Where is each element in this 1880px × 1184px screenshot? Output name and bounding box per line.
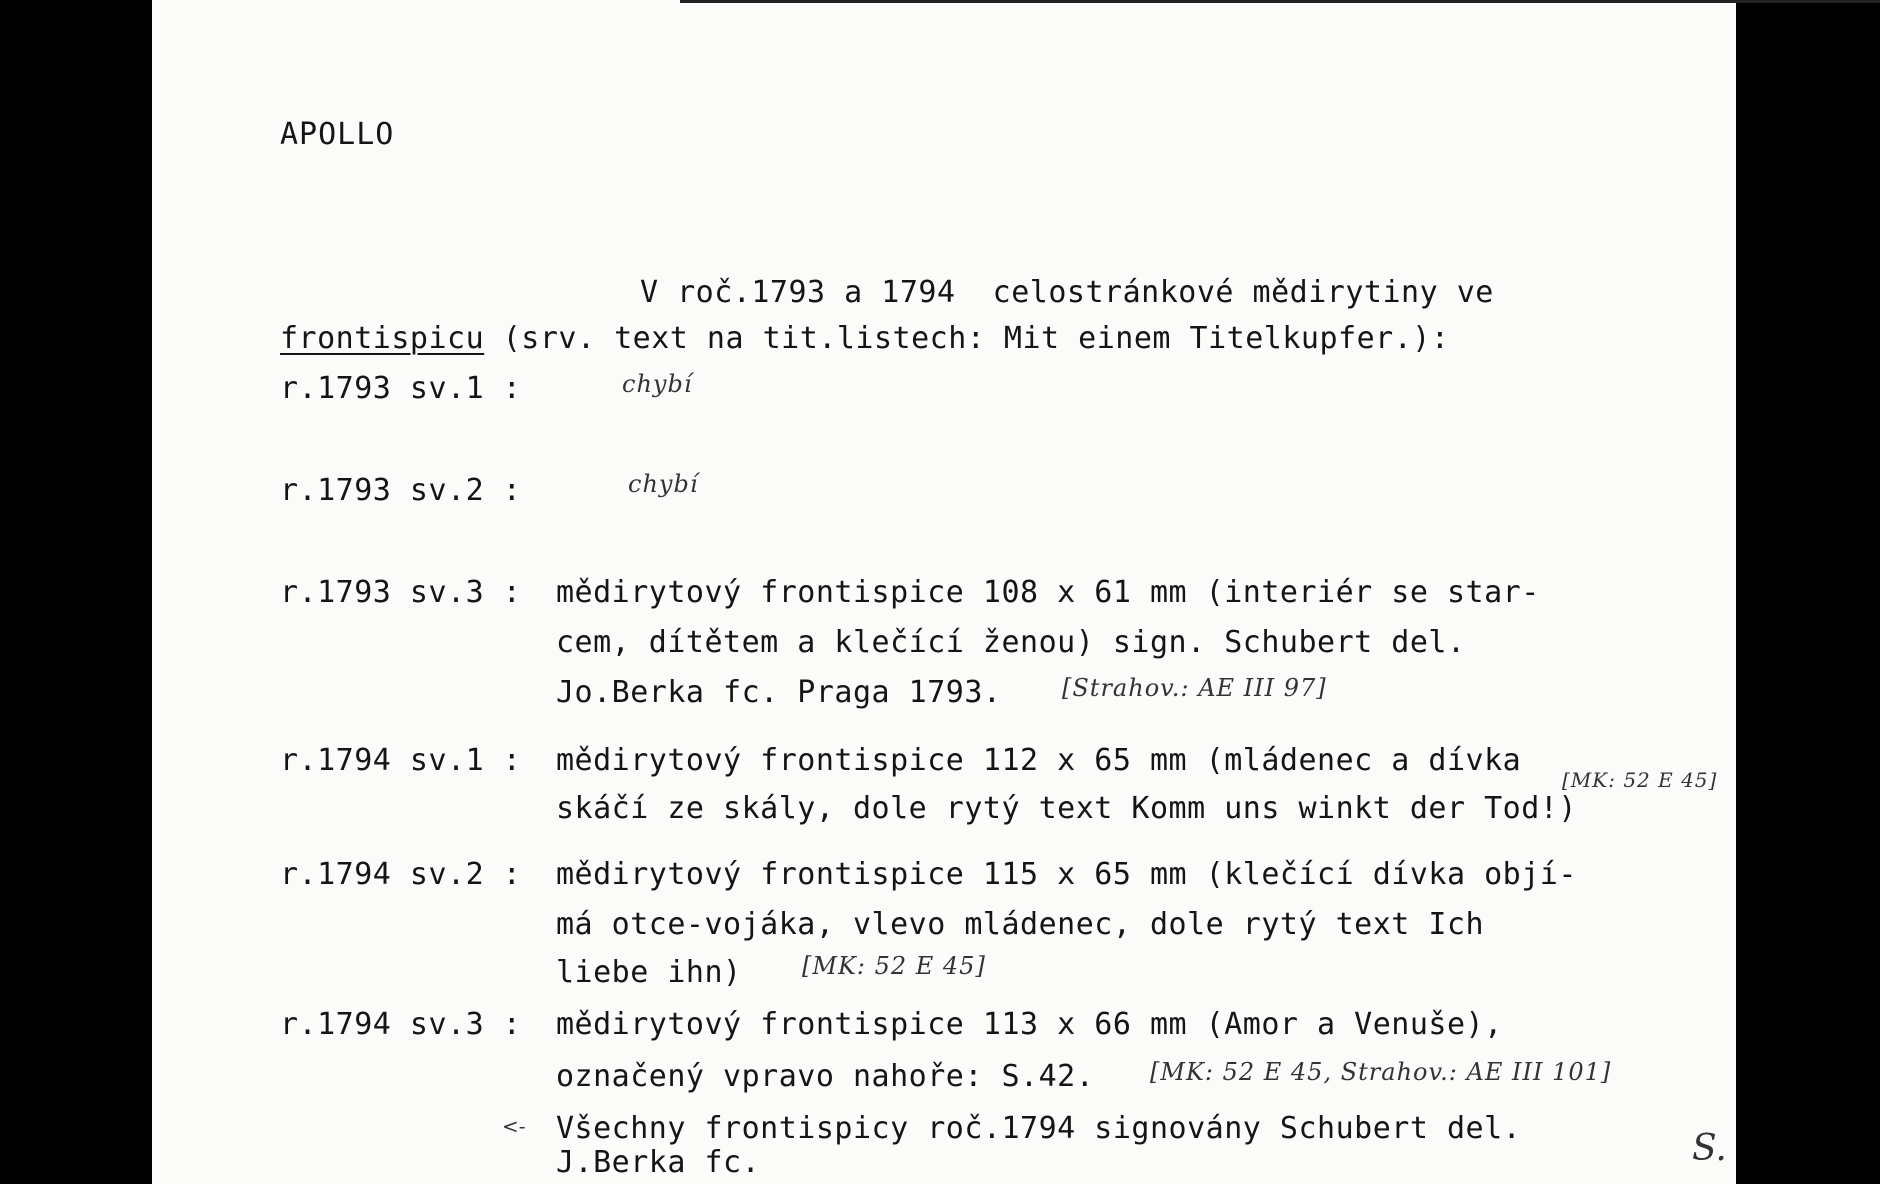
entry-ref: r.1793 sv.3 : [280,575,522,610]
handwritten-shelfmark: [MK: 52 E 45] [802,952,986,980]
catalog-card [152,0,1736,1184]
handwritten-shelfmark: [Strahov.: AE III 97] [1062,674,1327,702]
intro-line-2 [280,322,1449,356]
handwritten-arrow: <- [502,1114,526,1138]
intro-underlined-word: frontispicu [280,321,485,356]
entry-ref: r.1793 sv.1 : [280,371,522,406]
card-top-edge [680,0,1880,3]
handwritten-shelfmark: [MK: 52 E 45, Strahov.: AE III 101] [1150,1058,1612,1086]
entry-line: mědirytový frontispice 108 x 61 mm (interiér se star- [556,575,1540,610]
handwritten-page-mark: S. [1692,1128,1727,1169]
footer-line: J.Berka fc. [556,1145,761,1180]
handwritten-note: chybí [622,370,693,398]
entry-ref: r.1794 sv.1 : [280,743,522,778]
entry-line: liebe ihn) [556,955,742,990]
handwritten-shelfmark: [MK: 52 E 45] [1562,768,1718,792]
entry-line: cem, dítětem a klečící ženou) sign. Schubert del. [556,625,1466,660]
handwritten-note: chybí [628,470,699,498]
intro-line-2-rest: (srv. text na tit.listech: Mit einem Titelkupfer.): [484,321,1450,356]
entry-line: mědirytový frontispice 113 x 66 mm (Amor a Venuše), [556,1007,1503,1042]
entry-line: označený vpravo nahoře: S.42. [556,1059,1095,1094]
card-title: APOLLO [280,117,395,152]
entry-line: mědirytový frontispice 112 x 65 mm (mládenec a dívka [556,743,1522,778]
entry-ref: r.1793 sv.2 : [280,473,522,508]
entry-line: má otce-vojáka, vlevo mládenec, dole rytý text Ich [556,907,1485,942]
entry-line: mědirytový frontispice 115 x 65 mm (klečící dívka objí- [556,857,1577,892]
entry-line: Jo.Berka fc. Praga 1793. [556,675,1002,710]
footer-line: Všechny frontispicy roč.1794 signovány Schubert del. [556,1111,1522,1146]
intro-line-1: V roč.1793 a 1794 celostránkové mědirytiny ve [640,275,1494,310]
entry-line: skáčí ze skály, dole rytý text Komm uns winkt der Tod!) [556,791,1577,826]
entry-ref: r.1794 sv.2 : [280,857,522,892]
entry-ref: r.1794 sv.3 : [280,1007,522,1042]
